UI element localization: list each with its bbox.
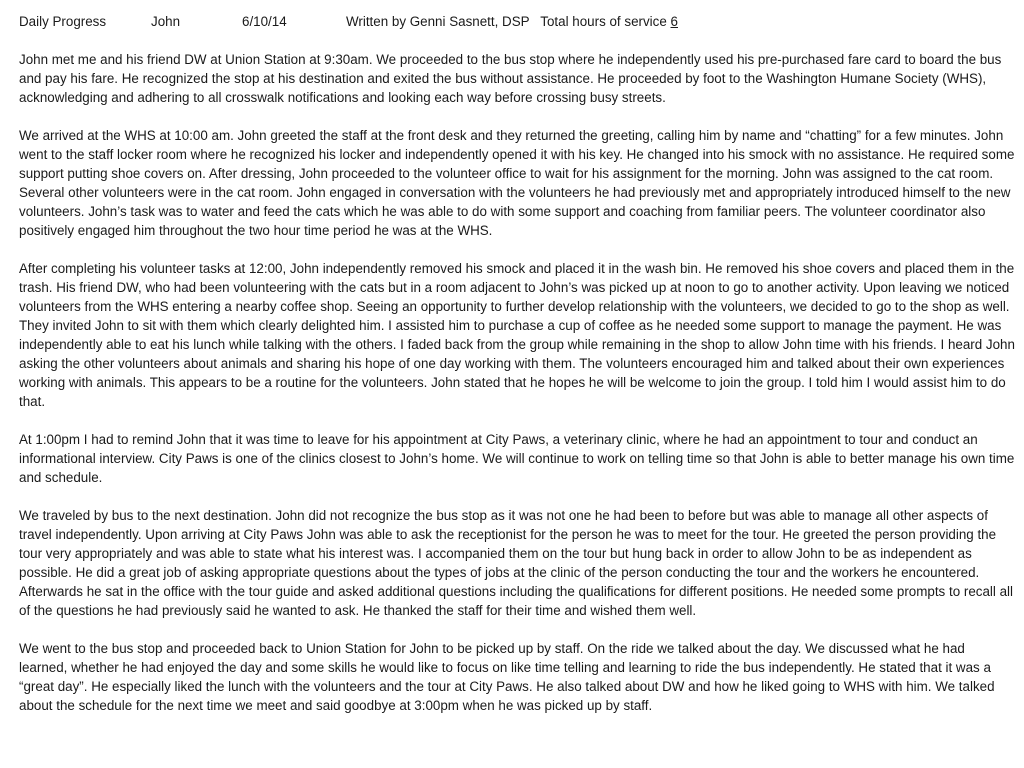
note-header (19, 12, 1015, 31)
paragraph-city-paws-tour: We traveled by bus to the next destination. John did not recognize the bus stop as it was not one he had been to before but was able to manage all other aspects of travel independently. Upon arriving at City Paws John was able to ask the receptionist for the person he was to meet for the tour. He greeted the person providing the tour very appropriately and was able to state what his interest was. I accompanied them on the tour but hung back in order to allow John to be as independent as possible. He did a great job of asking appropriate questions about the types of jobs at the clinic of the person conducting the tour and the workers he encountered. Afterwards he sat in the office with the tour guide and asked additional questions including the qualifications for different positions. He needed some prompts to recall all of the questions he had previously said he wanted to ask. He thanked the staff for their time and wished them well. (19, 508, 1013, 618)
progress-note-document (19, 12, 1015, 734)
note-title: Daily Progress (19, 14, 107, 29)
paragraph-arrival-union-station: John met me and his friend DW at Union Station at 9:30am. We proceeded to the bus stop where he independently used his pre-purchased fare card to board the bus and pay his fare. He recognized the stop at his destination and exited the bus without assistance. He proceeded by foot to the Washington Humane Society (WHS), acknowledging and adhering to all crosswalk notifications and looking each way before crossing busy streets. (19, 52, 1002, 105)
author-line (346, 12, 678, 31)
paragraph-whs-volunteering: We arrived at the WHS at 10:00 am. John greeted the staff at the front desk and they returned the greeting, calling him by name and “chatting” for a few minutes. John went to the staff locker room where he recognized his locker and independently opened it with his key. He changed into his smock with no assistance. He required some support putting shoe covers on. After dressing, John proceeded to the volunteer office to wait for his assignment for the morning. John was assigned to the cat room. Several other volunteers were in the cat room. John engaged in conversation with the volunteers he had previously met and appropriately introduced himself to the new volunteers. John’s task was to water and feed the cats which he was able to do with some support and coaching from familiar peers. The volunteer coordinator also positively engaged him throughout the two hour time period he was at the WHS. (19, 128, 1015, 238)
total-hours: 6 (670, 14, 678, 29)
note-date: 6/10/14 (242, 14, 287, 29)
client-name: John (151, 14, 181, 29)
written-by: Written by Genni Sasnett, DSP Total hours of service (346, 14, 667, 29)
paragraph-city-paws-reminder: At 1:00pm I had to remind John that it was time to leave for his appointment at City Paws, a veterinary clinic, where he had an appointment to tour and conduct an informational interview. City Paws is one of the clinics closest to John’s home. We will continue to work on telling time so that John is able to better manage his own time and schedule. (19, 432, 1015, 485)
paragraph-return-trip: We went to the bus stop and proceeded back to Union Station for John to be picked up by staff. On the ride we talked about the day. We discussed what he had learned, whether he had enjoyed the day and some skills he would like to focus on like time telling and learning to ride the bus independently. He stated that it was a “great day”. He especially liked the lunch with the volunteers and the tour at City Paws. He also talked about DW and how he liked going to WHS with him. We talked about the schedule for the next time we meet and said goodbye at 3:00pm when he was picked up by staff. (19, 641, 995, 713)
paragraph-lunch-coffee-shop: After completing his volunteer tasks at 12:00, John independently removed his smock and placed it in the wash bin. He removed his shoe covers and placed them in the trash. His friend DW, who had been volunteering with the cats but in a room adjacent to John’s was picked up at noon to go to another activity. Upon leaving we noticed volunteers from the WHS entering a nearby coffee shop. Seeing an opportunity to further develop relationship with the volunteers, we decided to go to the shop as well. They invited John to sit with them which clearly delighted him. I assisted him to purchase a cup of coffee as he needed some support to manage the payment. He was independently able to eat his lunch while talking with the others. I faded back from the group while remaining in the shop to allow John time with his friends. I heard John asking the other volunteers about animals and sharing his hope of one day working with them. The volunteers encouraged him and talked about their own experiences working with animals. This appears to be a routine for the volunteers. John stated that he hopes he will be welcome to join the group. I told him I would assist him to do that. (19, 261, 1015, 409)
